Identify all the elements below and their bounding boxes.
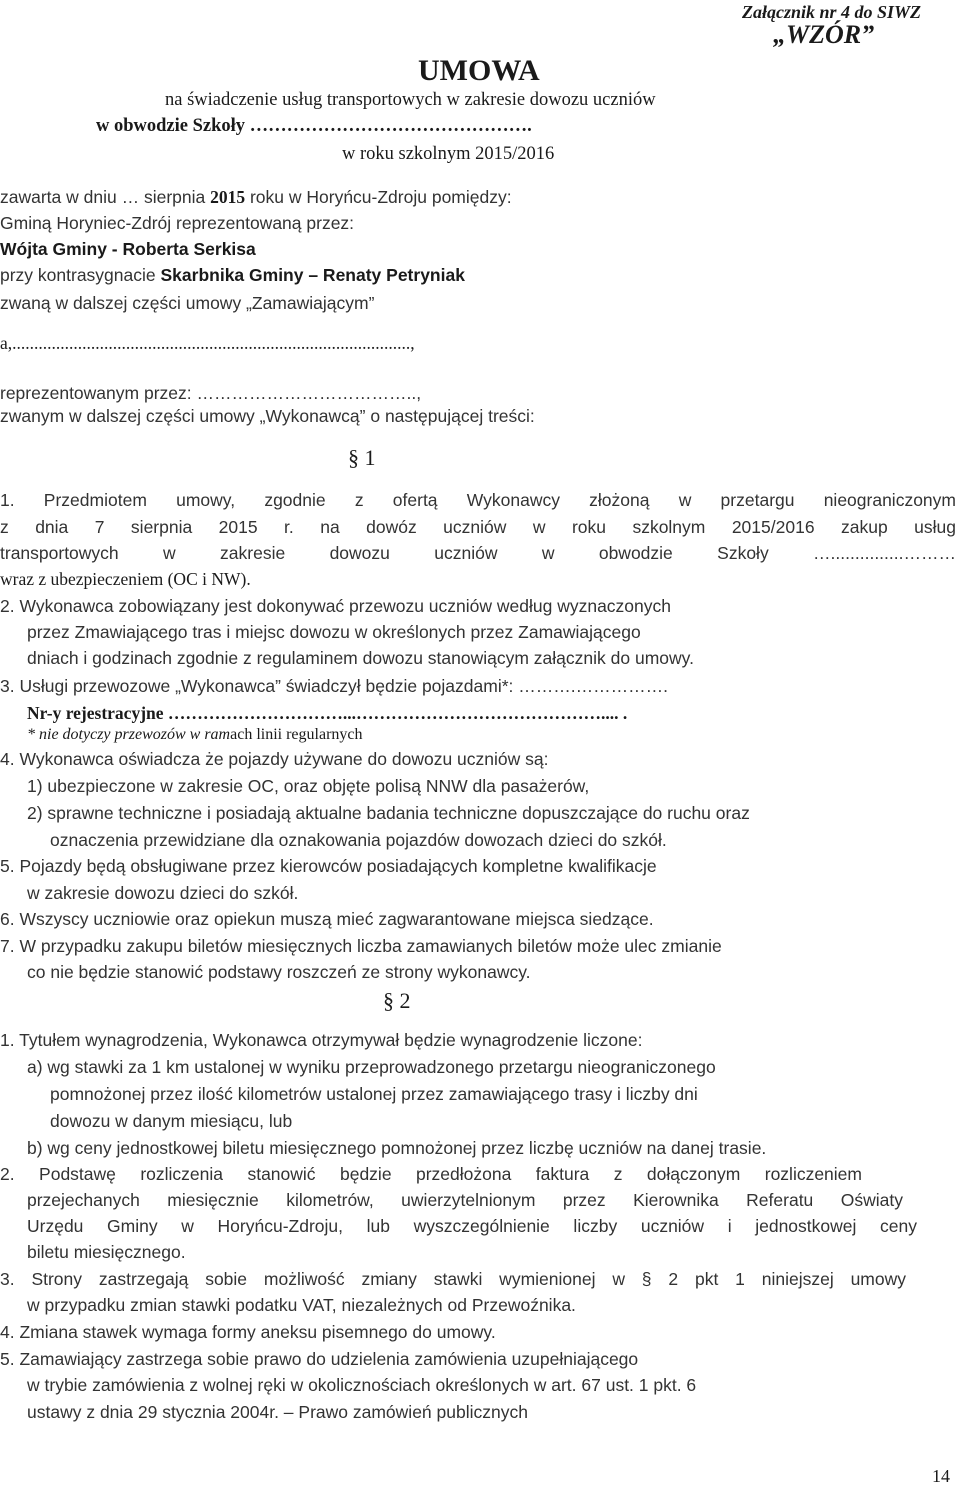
s1-p3-line2: Nr-y rejestracyjne …………………………...…………………………………….... . <box>27 703 628 723</box>
s1-p1-line4: wraz z ubezpieczeniem (OC i NW). <box>0 569 251 589</box>
s1-p3-line1: 3. Usługi przewozowe „Wykonawca” świadczył będzie pojazdami*: ……….……………. <box>0 676 668 696</box>
s1-p4-line4: oznaczenia przewidziane dla oznakowania pojazdów dowozach dzieci do szkół. <box>50 830 667 850</box>
s1-p6-line1: 6. Wszyscy uczniowie oraz opiekun muszą mieć zagwarantowane miejsca siedzące. <box>0 909 654 929</box>
contractor-blank: a,..........................................................................................., <box>0 333 415 353</box>
party-countersignature: przy kontrasygnacie Skarbnika Gminy – Renaty Petryniak <box>0 265 465 285</box>
s2-p1-a-line1: a) wg stawki za 1 km ustalonej w wyniku przeprowadzonego przetargu nieograniczonego <box>27 1057 716 1077</box>
section-2-heading: § 2 <box>383 988 411 1013</box>
s1-p2-line1: 2. Wykonawca zobowiązany jest dokonywać przewozu uczniów według wyznaczonych <box>0 596 672 616</box>
s1-p5-line2: w zakresie dowozu dzieci do szkół. <box>27 883 299 903</box>
s2-p3-line1: 3. Strony zastrzegają sobie możliwość zmiany stawki wymienionej w § 2 pkt 1 niniejszej umowy <box>0 1269 906 1289</box>
s2-p1-b-line1: b) wg ceny jednostkowej biletu miesięcznego pomnożonej przez liczbę uczniów na danej trasie. <box>27 1138 767 1158</box>
s1-p1-line3: transportowych w zakresie dowozu uczniów w obwodzie Szkoły …...............……… <box>0 543 956 563</box>
s2-p2-line2: przejechanych miesięcznie kilometrów, uwierzytelnionym przez Kierownika Referatu Oświaty <box>27 1190 903 1210</box>
title-subline-1: na świadczenie usług transportowych w zakresie dowozu uczniów <box>165 90 656 110</box>
s1-p1-line1: 1. Przedmiotem umowy, zgodnie z ofertą Wykonawcy złożoną w przetargu nieograniczonym <box>0 490 956 510</box>
s1-p1-line2: z dnia 7 sierpnia 2015 r. na dowóz uczniów w roku szkolnym 2015/2016 zakup usług <box>0 517 956 537</box>
section-1-heading: § 1 <box>348 445 376 470</box>
annex-label: Załącznik nr 4 do SIWZ <box>742 2 922 22</box>
s2-p5-line2: w trybie zamówienia z wolnej ręki w okolicznościach określonych w art. 67 ust. 1 pkt. 6 <box>27 1375 697 1395</box>
s1-p2-line2: przez Zmawiającego tras i miejsc dowozu w określonych przez Zamawiającego <box>27 622 641 642</box>
s1-p7-line2: co nie będzie stanowić podstawy roszczeń ze strony wykonawcy. <box>27 962 531 982</box>
document-title: UMOWA <box>418 54 540 87</box>
s2-p3-line2: w przypadku zmian stawki podatku VAT, niezależnych od Przewoźnika. <box>27 1295 576 1315</box>
s1-p4-line2: 1) ubezpieczone w zakresie OC, oraz objęte polisą NNW dla pasażerów, <box>27 776 590 796</box>
title-subline-3: w roku szkolnym 2015/2016 <box>342 144 555 164</box>
title-subline-2: w obwodzie Szkoły ………………………………………. <box>96 116 532 136</box>
s1-p4-line3: 2) sprawne techniczne i posiadają aktualne badania techniczne dopuszczające do ruchu oraz <box>27 803 750 823</box>
s2-p5-line3: ustawy z dnia 29 stycznia 2004r. – Prawo zamówień publicznych <box>27 1402 528 1422</box>
s2-p2-line1: 2. Podstawę rozliczenia stanowić będzie przedłożona faktura z dołączonym rozliczeniem <box>0 1164 862 1184</box>
s2-p2-line3: Urzędu Gminy w Horyńcu-Zdroju, lub wyszczególnienie liczby uczniów i jednostkowej ceny <box>27 1216 917 1236</box>
contractor-representative: reprezentowanym przez: ……………………………….., <box>0 383 422 403</box>
s2-p1-a-line2: pomnożonej przez ilość kilometrów ustalonej przez zamawiającego trasy i liczby dni <box>50 1084 698 1104</box>
s2-p2-line4: biletu miesięcznego. <box>27 1242 186 1262</box>
s2-p5-line1: 5. Zamawiający zastrzega sobie prawo do udzielenia zamówienia uzupełniającego <box>0 1349 639 1369</box>
party-municipality: Gminą Horyniec-Zdrój reprezentowaną przez: <box>0 213 355 233</box>
s1-p3-note: * nie dotyczy przewozów w ramach linii regularnych <box>27 726 363 743</box>
s1-p4-line1: 4. Wykonawca oświadcza że pojazdy używane do dowozu uczniów są: <box>0 749 549 769</box>
contract-date-line: zawarta w dniu … sierpnia 2015 roku w Horyńcu-Zdroju pomiędzy: <box>0 187 512 207</box>
page-number: 14 <box>932 1466 950 1486</box>
party-ordering-label: zwaną w dalszej części umowy „Zamawiającym” <box>0 293 375 313</box>
party-representative: Wójta Gminy - Roberta Serkisa <box>0 239 256 259</box>
s2-p4-line1: 4. Zmiana stawek wymaga formy aneksu pisemnego do umowy. <box>0 1322 496 1342</box>
s1-p7-line1: 7. W przypadku zakupu biletów miesięcznych liczba zamawianych biletów może ulec zmianie <box>0 936 722 956</box>
s2-p1-a-line3: dowozu w danym miesiącu, lub <box>50 1111 293 1131</box>
s1-p2-line3: dniach i godzinach zgodnie z regulaminem dowozu stanowiącym załącznik do umowy. <box>27 648 694 668</box>
s2-p1-line1: 1. Tytułem wynagrodzenia, Wykonawca otrzymywał będzie wynagrodzenie liczone: <box>0 1030 643 1050</box>
s1-p5-line1: 5. Pojazdy będą obsługiwane przez kierowców posiadających kompletne kwalifikacje <box>0 856 657 876</box>
wzor-label: „WZÓR” <box>773 20 875 49</box>
contractor-label: zwanym w dalszej części umowy „Wykonawcą” o następującej treści: <box>0 406 535 426</box>
